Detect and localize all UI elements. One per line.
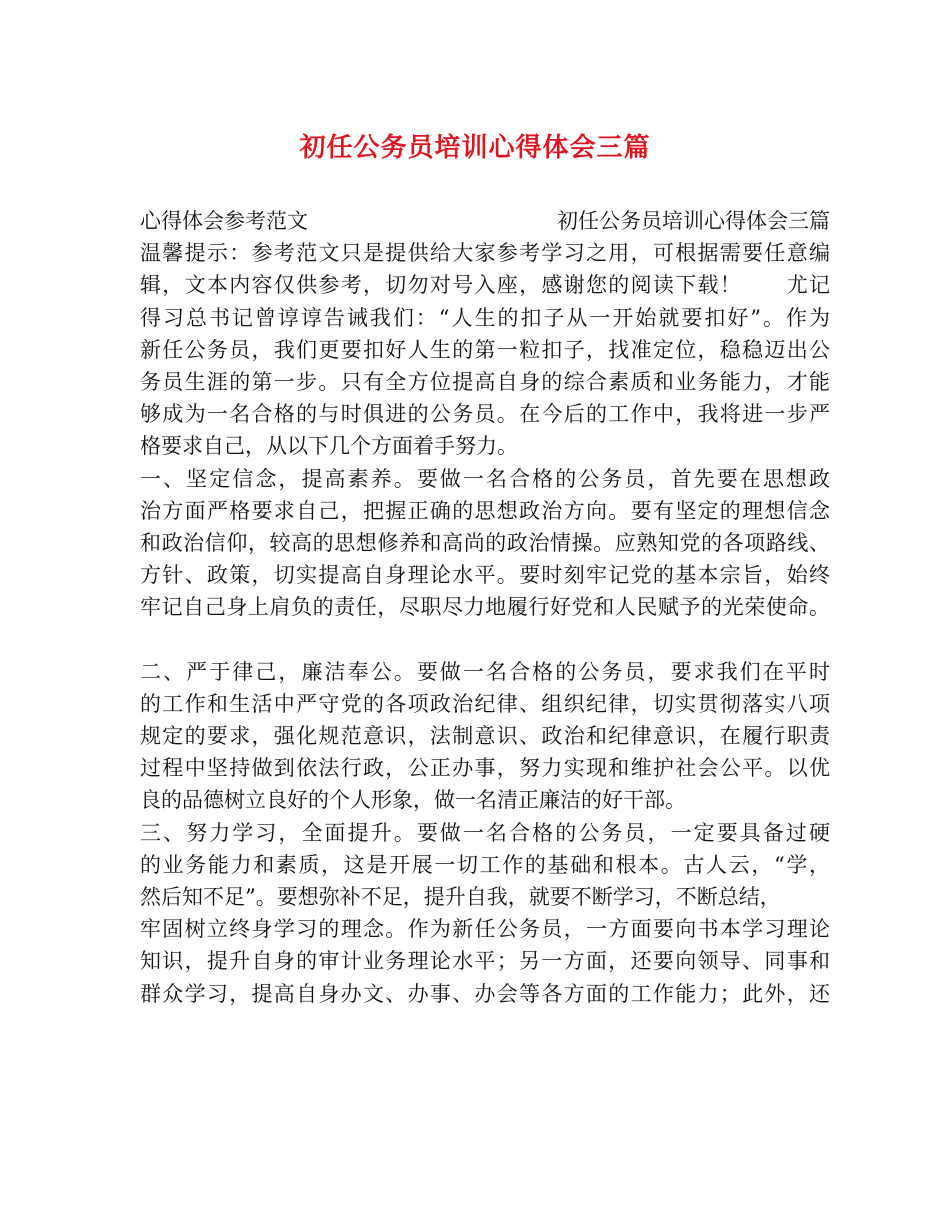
text-line: 的业务能力和素质，这是开展一切工作的基础和根本。古人云，“学， <box>140 852 830 877</box>
text-line: 过程中坚持做到依法行政，公正办事，努力实现和维护社会公平。以优 <box>140 756 830 781</box>
text-line: 格要求自己，从以下几个方面着手努力。 <box>140 434 518 459</box>
text-line: 新任公务员，我们更要扣好人生的第一粒扣子，找准定位，稳稳迈出公 <box>140 337 830 362</box>
text-line: 牢记自己身上肩负的责任，尽职尽力地履行好党和人民赋予的光荣使命。 <box>140 595 830 620</box>
text-line: 群众学习，提高自身办文、办事、办会等各方面的工作能力；此外，还 <box>140 981 830 1006</box>
text-line: 知识，提升自身的审计业务理论水平；另一方面，还要向领导、同事和 <box>140 949 830 974</box>
document-title: 初任公务员培训心得体会三篇 <box>299 133 651 163</box>
document-meta-row <box>140 205 830 237</box>
text-line: 方针、政策，切实提高自身理论水平。要时刻牢记党的基本宗旨，始终 <box>140 563 830 588</box>
text-line: 辑，文本内容仅供参考，切勿对号入座，感谢您的阅读下载！ 尤记 <box>140 273 830 298</box>
document-category: 心得体会参考范文 <box>140 209 308 233</box>
text-line: 务员生涯的第一步。只有全方位提高自身的综合素质和业务能力，才能 <box>140 369 830 394</box>
document-doc-name: 初任公务员培训心得体会三篇 <box>557 209 830 233</box>
text-line: 三、努力学习，全面提升。要做一名合格的公务员，一定要具备过硬 <box>140 820 830 845</box>
blank-line <box>140 623 830 655</box>
text-line: 规定的要求，强化规范意识，法制意识、政治和纪律意识，在履行职责 <box>140 724 830 748</box>
text-line: 治方面严格要求自己，把握正确的思想政治方向。要有坚定的理想信念 <box>140 498 830 523</box>
document-body <box>140 205 830 1010</box>
text-line: 得习总书记曾谆谆告诫我们：“人生的扣子从一开始就要扣好”。作为 <box>140 305 830 330</box>
text-line: 够成为一名合格的与时俱进的公务员。在今后的工作中，我将进一步严 <box>140 402 830 427</box>
text-line: 一、坚定信念，提高素养。要做一名合格的公务员，首先要在思想政 <box>140 466 830 491</box>
text-line: 良的品德树立良好的个人形象，做一名清正廉洁的好干部。 <box>140 788 686 813</box>
text-line: 和政治信仰，较高的思想修养和高尚的政治情操。应熟知党的各项路线、 <box>140 530 830 555</box>
text-line: 然后知不足”。要想弥补不足，提升自我，就要不断学习，不断总结， <box>140 884 781 909</box>
text-line: 二、严于律己，廉洁奉公。要做一名合格的公务员，要求我们在平时 <box>140 659 830 684</box>
text-line: 的工作和生活中严守党的各项政治纪律、组织纪律，切实贯彻落实八项 <box>140 691 830 716</box>
text-line: 温馨提示：参考范文只是提供给大家参考学习之用，可根据需要任意编 <box>140 241 830 266</box>
text-line: 牢固树立终身学习的理念。作为新任公务员，一方面要向书本学习理论 <box>140 917 830 942</box>
